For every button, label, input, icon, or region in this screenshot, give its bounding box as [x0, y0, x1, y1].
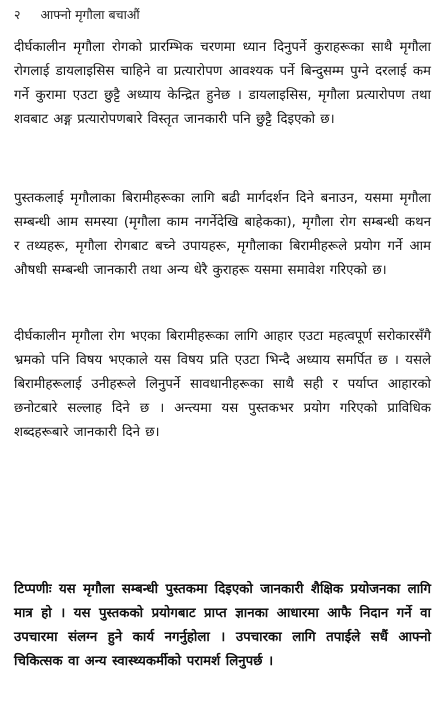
disclaimer-note: टिप्पणीः यस मृगौला सम्बन्धी पुस्तकमा दिइएको जानकारी शैक्षिक प्रयोजनका लागि मात्र हो । यस पुस्तकको प्रयोगबाट प्राप्त ज्ञानका आधारमा आफै निदान गर्ने वा उपचारमा संलग्न हुने कार्य नगर्नुहोला । उपचारका लागि तपाईले सधैं आफ्नो चिकित्सक वा अन्य स्वास्थ्यकर्मीको परामर्श लिनुपर्छ ।: [14, 582, 431, 669]
page-number: २: [14, 7, 21, 22]
body-paragraph-2: पुस्तकलाई मृगौलाका बिरामीहरूका लागि बढी मार्गदर्शन दिने बनाउन, यसमा मृगौला सम्बन्धी आम समस्या (मृगौला काम नगर्नेदेखि बाहेकका), मृगौला रोग सम्बन्धी कथन र तथ्यहरू, मृगौला रोगबाट बच्ने उपायहरू, मृगौलाका बिरामीहरूले प्रयोग गर्ने आम औषधी सम्बन्धी जानकारी तथा अन्य धेरै कुराहरू यसमा समावेश गरिएको छ।: [14, 191, 431, 278]
body-paragraph-3: दीर्घकालीन मृगौला रोग भएका बिरामीहरूका लागि आहार एउटा महत्वपूर्ण सरोकारसँगै भ्रमको पनि विषय भएकाले यस विषय प्रति एउटा भिन्दै अध्याय समर्पित छ । यसले बिरामीहरूलाई उनीहरूले लिनुपर्ने सावधानीहरूका साथै सही र पर्याप्त आहारको छनोटबारे सल्लाह दिने छ । अन्त्यमा यस पुस्तकभर प्रयोग गरिएको प्राविधिक शब्दहरूबारे जानकारी दिने छ।: [14, 329, 431, 440]
body-paragraph-1: दीर्घकालीन मृगौला रोगको प्रारम्भिक चरणमा ध्यान दिनुपर्ने कुराहरूका साथै मृगौला रोगलाई डायलाइसिस चाहिने वा प्रत्यारोपण आवश्यक पर्ने बिन्दुसम्म पुग्ने दरलाई कम गर्ने कुरामा एउटा छुट्टै अध्याय केन्द्रित हुनेछ । डायलाइसिस, मृगौला प्रत्यारोपण तथा शवबाट अङ्ग प्रत्यारोपणबारे विस्तृत जानकारी पनि छुट्टै दिइएको छ।: [14, 40, 431, 127]
running-title: आफ्नो मृगौला बचाऔं: [40, 7, 140, 22]
page-header: [14, 6, 431, 24]
